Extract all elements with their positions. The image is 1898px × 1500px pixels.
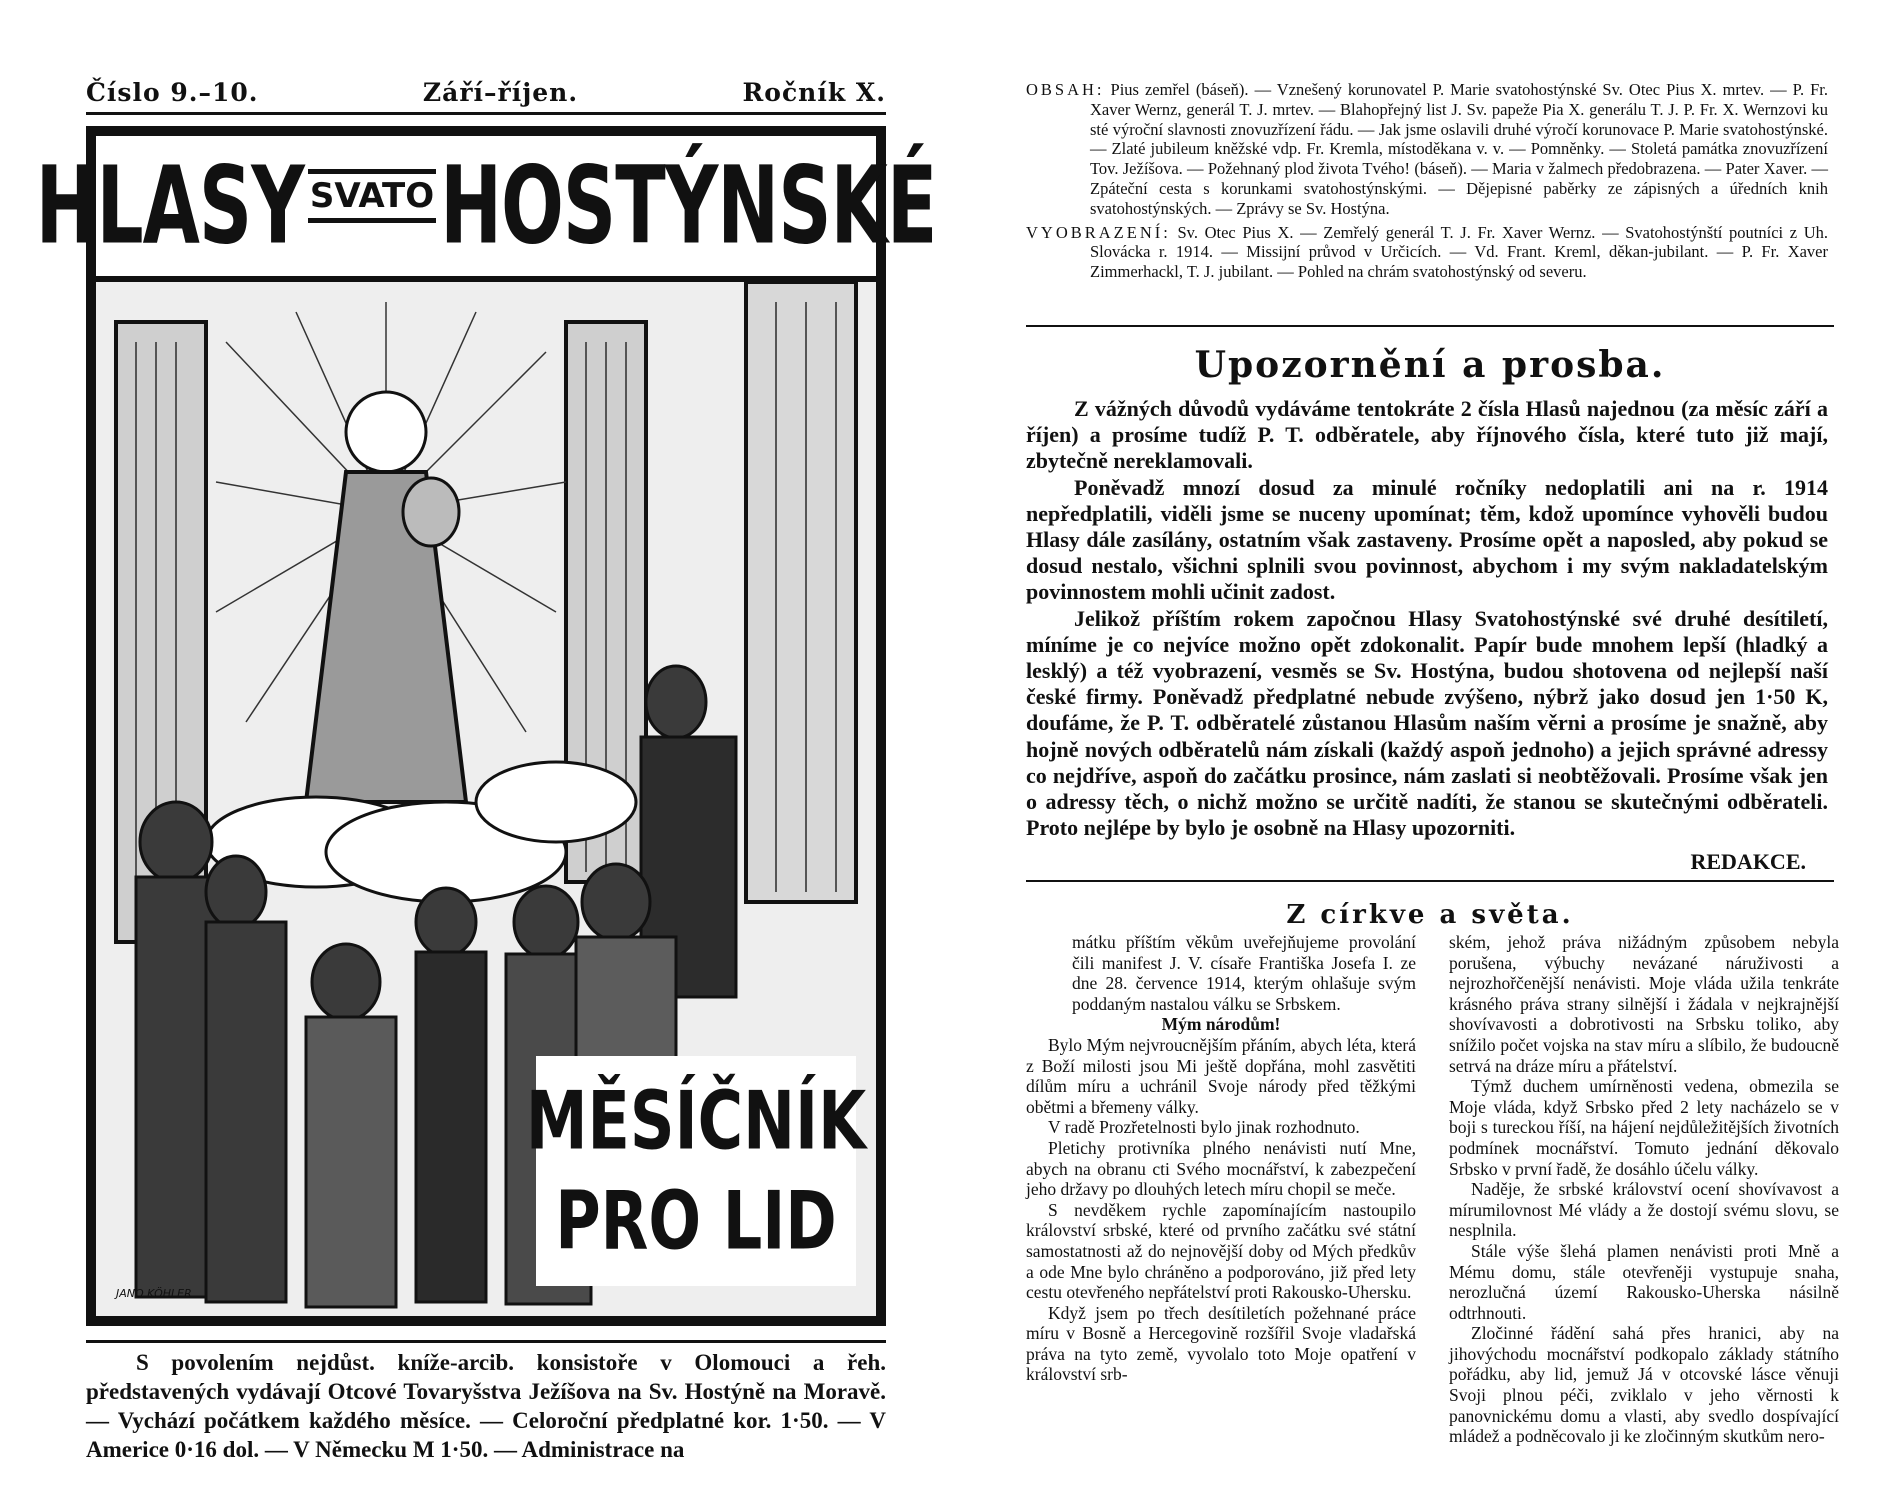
article-paragraph: Týmž duchem umírněnosti vedena, obmezila se Moje vláda, když Srbsko před 2 lety nacházelo se v boji s tureckou říší, na hájení nejdůležitějších životních podmínek mocnářství. Tomuto jednání děkovalo Srbsko v první řadě, že dosáhlo účelu války.: [1449, 1076, 1839, 1179]
issue-number: Číslo 9.–10.: [86, 78, 259, 107]
subtitle-mesicnik: MĚSÍČNÍK: [525, 1072, 867, 1168]
notice-paragraph: Jelikož příštím rokem započnou Hlasy Svatohostýnské své druhé desítiletí, míníme je co nejvíce možno opět zdokonalit. Papír bude mnohem lepší (hladký a lesklý) a též vyobrazení, vesměs se Sv. Hostýna, budou shotovena od nejlepší naší české firmy. Poněvadž předplatné nebude zvýšeno, nýbrž jako dosud jen 1·50 K, doufáme, že P. T. odběratelé zůstanou Hlasům naším věrni a prosíme je snažně, aby hojně nových odběratelů nám získali (každý aspoň jednoho) a jejich správné adressy co nejdříve, aspoň do začátku prosince, nám zaslati si neobtěžovali. Prosíme však jen o adressy těch, o nichž možno se určitě nadíti, že stanou se skutečnými odběrateli. Proto nejlépe by bylo je osobně na Hlasy upozorniti.: [1026, 605, 1828, 841]
masthead-hostynske: HOSTÝNSKÉ: [440, 143, 937, 269]
manifest-heading: Mým národům!: [1161, 1014, 1281, 1035]
notice-paragraph: Z vážných důvodů vydáváme tentokráte 2 čísla Hlasů najednou (za měsíc září a říjen) a prosíme tudíž P. T. odběratele, aby říjnového čísla, které tuto již mají, zbytečně nereklamovali.: [1026, 396, 1828, 474]
table-of-contents: [1026, 80, 1828, 286]
article-paragraph: Zločinné řádění sahá přes hranici, aby na jihovýchodu mocnářství podkopalo základy státního pořádku, aby lid, jemuž Já v otcovské lásce věnuji Svoji plnou péči, zviklalo v jeho věrnosti k panovnickému domu a vlasti, aby svedlo dospívající mládež a podněcovalo ji ke zločinným skutkům nero-: [1449, 1323, 1839, 1447]
illustrations-text: Sv. Otec Pius X. — Zemřelý generál T. J. Fr. Xaver Wernz. — Svatohostýnští poutníci z Uh. Slovácka r. 1914. — Missijní průvod v Určicích. — Vd. Frant. Kreml, děkan-jubilant. — P. Fr. Xaver Zimmerhackl, T. J. jubilant. — Pohled na chrám svatohostýnský od severu.: [1090, 222, 1828, 282]
article-paragraph: S nevděkem rychle zapomínajícím nastoupilo království srbské, které od prvního začátku své státní samostatnosti až do nejnovější doby od Mých předkův a ode Mne bylo chráněno a podporováno, již před lety cestu otevřeného nepřátelství proti Rakousko-Uhersku.: [1026, 1199, 1416, 1303]
issue-header: [86, 78, 886, 107]
right-column-2: [746, 282, 856, 902]
right-page: [949, 0, 1898, 1500]
madonna-halo: [346, 392, 426, 472]
footer-rule: [86, 1340, 886, 1343]
article-paragraph: V radě Prozřetelnosti bylo jinak rozhodnuto.: [1048, 1117, 1360, 1138]
article-column-right: [1449, 932, 1839, 1447]
notice-paragraph: Poněvadž mnozí dosud za minulé ročníky nedoplatili ani na r. 1914 nepředplatili, viděli jsme se nuceny upomínat; těm, kdož upomínce vyhověli budou Hlasy dále zasílány, ostatním však zastaveny. Prosíme opět a naposled, aby pokud se dosud nestalo, všichni splnili svou povinnost, abychom i my svým nakladatelským povinnostem mohli učinit zadost.: [1026, 474, 1828, 605]
article-intro: mátku příštím věkům uveřejňujeme provolání čili manifest J. V. císaře Františka Josefa I. ze dne 28. července 1914, kterým ohlašuje svým poddaným nastalou válku se Srbskem.: [1072, 932, 1416, 1014]
cover-illustration-frame: [35, 126, 937, 1326]
artist-signature: JANO KÖHLER: [116, 1287, 192, 1300]
subtitle-pro-lid: PRO LID: [555, 1172, 837, 1268]
illustrations-entry: [1026, 223, 1828, 282]
contents-label: OBSAH:: [1026, 80, 1105, 99]
masthead-hlasy: HLASY: [35, 143, 304, 269]
issue-months: Září–říjen.: [422, 78, 579, 107]
header-rule: [86, 112, 886, 115]
publisher-note: S povolením nejdůst. kníže-arcib. konsistoře v Olomouci a řeh. představených vydávají Otcové Tovaryšstva Ježíšova na Sv. Hostýně na Moravě. — Vychází počátkem každého měsíce. — Celoroční předplatné kor. 1·50. — V Americe 0·16 dol. — V Německu M 1·50. — Administrace na: [86, 1350, 886, 1462]
article-paragraph: Bylo Mým nejvroucnějším přáním, abych léta, která z Boží milosti jsou Mi ještě dopřána, mohl zasvětiti dílům míru a uchránil Svoje národy před těžkými obětmi a břemeny války.: [1026, 1034, 1416, 1117]
contents-entry: [1026, 80, 1828, 219]
article-paragraph: Pletichy protivníka plného nenávisti nutí Mne, abych na obranu cti Svého mocnářství, k zabezpečení jeho državy po dlouhých letech míru chopil se meče.: [1026, 1137, 1416, 1200]
article-column-left: [1026, 932, 1416, 1385]
article-paragraph: Stále výše šlehá plamen nenávisti proti Mně a Mému domu, stále otevřeněji vystupuje snaha, nerozlučná území Rakousko-Uherska násilně odtrhnouti.: [1449, 1240, 1839, 1323]
volume-number: Ročník X.: [742, 78, 886, 107]
subtitle-box: [525, 1056, 867, 1286]
notice-body: [1026, 396, 1828, 876]
contents-rule: [1026, 325, 1834, 327]
madonna-pilgrims-woodcut: [96, 282, 876, 1316]
illustrations-label: VYOBRAZENÍ:: [1026, 222, 1171, 242]
article-paragraph: Naděje, že srbské království ocení shovívavost a mírumilovnost Mé vlády a že dostojí svému slovu, se nesplnila.: [1449, 1179, 1839, 1241]
notice-signoff: REDAKCE.: [1690, 849, 1806, 875]
section-title: Z církve a světa.: [1286, 900, 1574, 930]
masthead-svato: SVATO: [308, 169, 436, 223]
article-paragraph: Když jsem po třech desítiletích požehnané práce míru v Bosně a Hercegovině rozšířil Svoje vladařská práva na tyto země, vyvolalo toto Moje opatření v království srb-: [1026, 1302, 1416, 1385]
notice-title: Upozornění a prosba.: [1194, 344, 1666, 386]
masthead: [35, 136, 937, 276]
notice-rule: [1026, 880, 1834, 882]
child-figure: [403, 478, 459, 546]
article-paragraph: ském, jehož práva nižádným způsobem nebyla porušena, výbuchy nevázané náruživosti a nejrozhořčenější nenávisti. Moje vláda užila tenkráte krásného práva strany silnější i žádala v nejkrajnější shovívavosti a dobrotivosti na Srbsku toliko, aby snížilo počet vojska na stav míru a slíbilo, že budoucně setrvá na dráze míru a přátelství.: [1449, 932, 1839, 1076]
contents-text: Pius zemřel (báseň). — Vznešený korunovatel P. Marie svatohostýnské Sv. Otec Pius X. mrtev. — P. Fr. Xaver Wernz, generál T. J. mrtev. — Blahopřejný list J. Sv. papeže Pia X. generálu T. J. P. Fr. X. Wernzovi ku sté výroční slavnosti znovuzřízení řádu. — Jak jsme oslavili druhé výročí korunovace P. Marie svatohostýnské. — Zlaté jubileum kněžské vdp. Fr. Kremla, místoděkana v. v. — Pomněnky. — Stoletá památka znovuzřízení Tov. Ježíšova. — Požehnaný plod života Tvého! (báseň). — Maria v žalmech předobrazena. — Pater Xaver. — Zpáteční cesta s korunkami svatohostýnskými. — Dějepisné paběrky ze zápisných a úředních knih svatohostýnských. — Zprávy se Sv. Hostýna.: [1090, 80, 1829, 218]
